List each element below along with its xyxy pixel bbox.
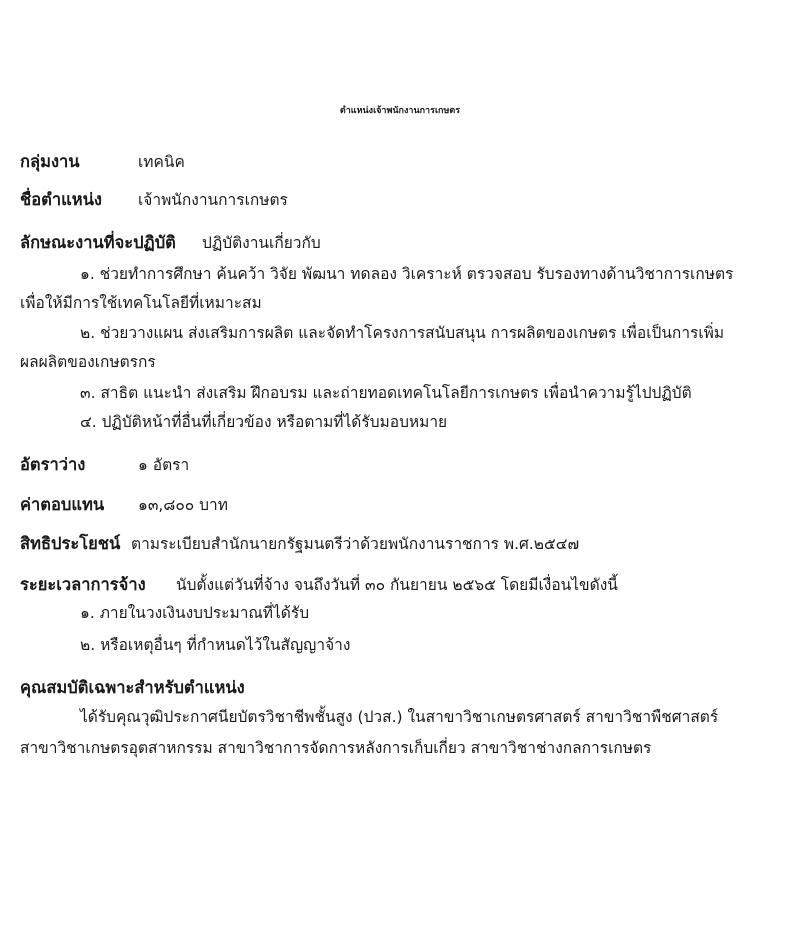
duty-item: ๑. ช่วยทำการศึกษา ค้นคว้า วิจัย พัฒนา ทดลอง วิเคราะห์ ตรวจสอบ รับรองทางด้านวิชาการเกษตร bbox=[80, 265, 734, 283]
term-value: นับตั้งแต่วันที่จ้าง จนถึงวันที่ ๓๐ กันยายน ๒๕๖๕ โดยมีเงื่อนไขดังนี้ bbox=[176, 576, 618, 594]
duty-item-continuation: เพื่อให้มีการใช้เทคโนโลยีที่เหมาะสม bbox=[20, 294, 262, 312]
term-label: ระยะเวลาการจ้าง bbox=[20, 575, 146, 594]
group-label: กลุ่มงาน bbox=[20, 152, 80, 171]
term-condition: ๑. ภายในวงเงินงบประมาณที่ได้รับ bbox=[80, 604, 310, 622]
salary-label: ค่าตอบแทน bbox=[20, 495, 105, 514]
qualifications-text: ได้รับคุณวุฒิประกาศนียบัตรวิชาชีพชั้นสูง (ปวส.) ในสาขาวิชาเกษตรศาสตร์ สาขาวิชาพืชศาสตร์ bbox=[80, 708, 719, 726]
duty-item: ๒. ช่วยวางแผน ส่งเสริมการผลิต และจัดทำโครงการสนับสนุน การผลิตของเกษตร เพื่อเป็นการเพิ่ม bbox=[80, 324, 725, 342]
document-title: ตำแหน่งเจ้าพนักงานการเกษตร bbox=[339, 106, 461, 116]
duties-intro: ปฏิบัติงานเกี่ยวกับ bbox=[202, 234, 321, 252]
duties-label: ลักษณะงานที่จะปฏิบัติ bbox=[20, 233, 176, 252]
duty-item: ๔. ปฏิบัติหน้าที่อื่นที่เกี่ยวข้อง หรือตามที่ได้รับมอบหมาย bbox=[80, 413, 448, 431]
group-value: เทคนิค bbox=[138, 153, 185, 171]
vacancy-value: ๑ อัตรา bbox=[138, 456, 190, 474]
duty-item: ๓. สาธิต แนะนำ ส่งเสริม ฝึกอบรม และถ่ายทอดเทคโนโลยีการเกษตร เพื่อนำความรู้ไปปฏิบัติ bbox=[80, 384, 692, 402]
benefits-value: ตามระเบียบสำนักนายกรัฐมนตรีว่าด้วยพนักงานราชการ พ.ศ.๒๕๔๗ bbox=[131, 535, 580, 553]
benefits-label: สิทธิประโยชน์ bbox=[20, 534, 121, 553]
duty-item-continuation: ผลผลิตของเกษตรกร bbox=[20, 353, 156, 371]
position-label: ชื่อตำแหน่ง bbox=[20, 190, 102, 209]
qualifications-label: คุณสมบัติเฉพาะสำหรับตำแหน่ง bbox=[20, 678, 245, 697]
term-condition: ๒. หรือเหตุอื่นๆ ที่กำหนดไว้ในสัญญาจ้าง bbox=[80, 636, 351, 654]
qualifications-text-continuation: สาขาวิชาเกษตรอุตสาหกรรม สาขาวิชาการจัดการหลังการเก็บเกี่ยว สาขาวิชาช่างกลการเกษตร bbox=[20, 739, 652, 757]
vacancy-label: อัตราว่าง bbox=[20, 455, 86, 474]
salary-value: ๑๓,๘๐๐ บาท bbox=[138, 496, 228, 514]
position-value: เจ้าพนักงานการเกษตร bbox=[138, 191, 288, 209]
